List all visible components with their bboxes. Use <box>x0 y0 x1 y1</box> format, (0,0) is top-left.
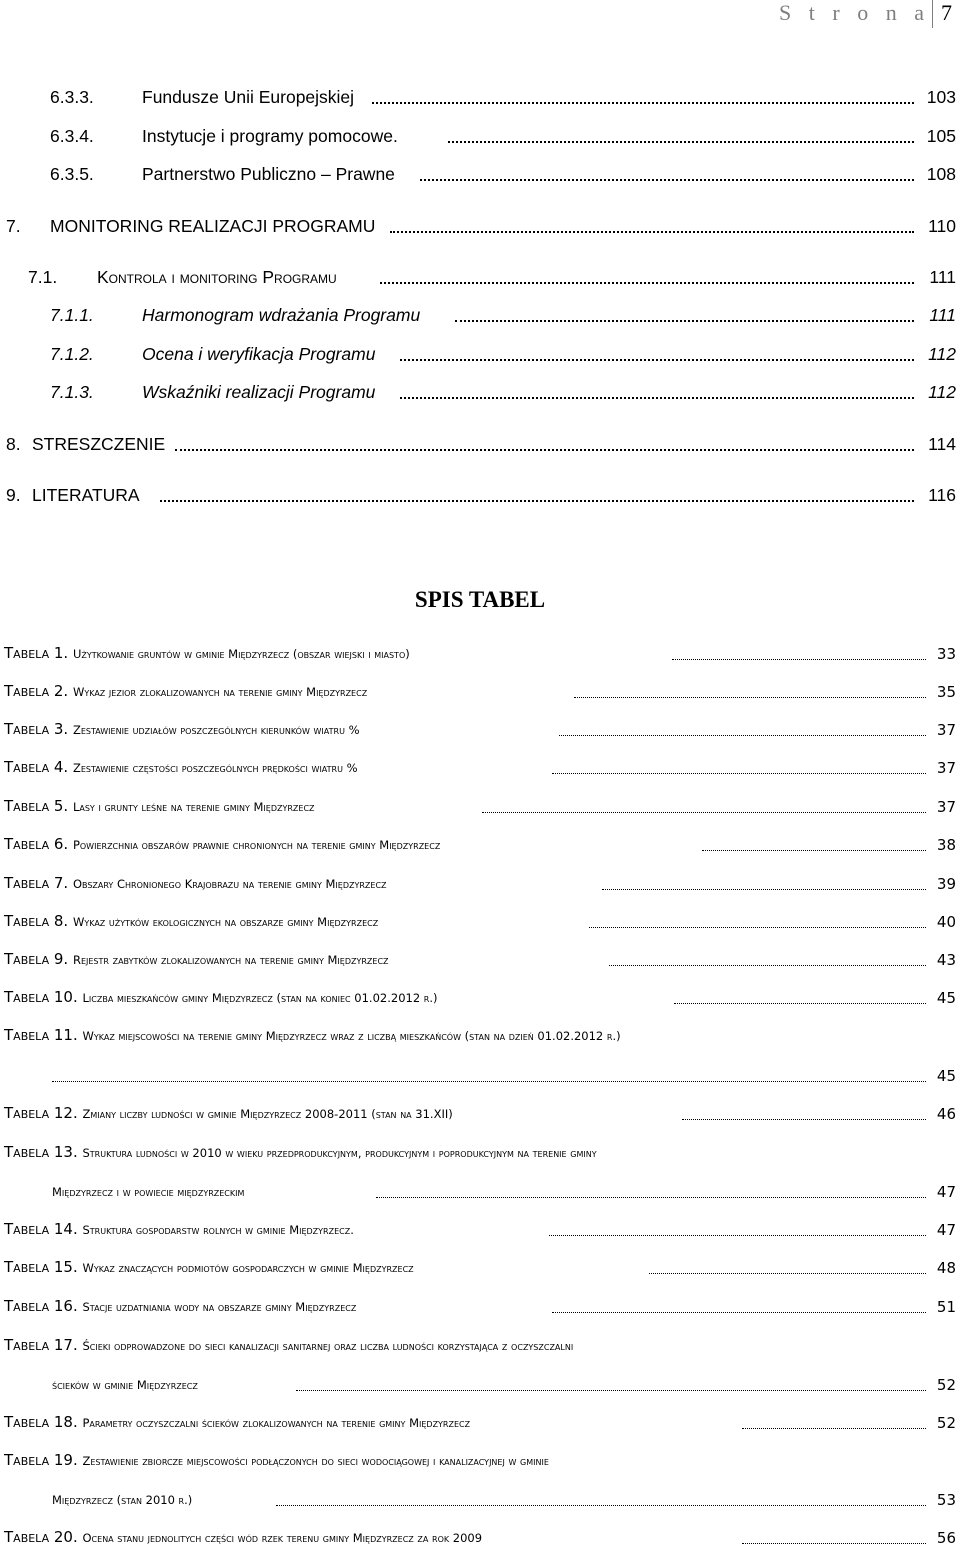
dot-leader <box>376 1197 926 1198</box>
table-entry-text: Tabela 1. Użytkowanie gruntów w gminie Międzyrzecz (obszar wiejski i miasto) <box>4 644 410 662</box>
dot-leader <box>372 102 914 104</box>
dot-leader <box>609 965 926 966</box>
table-entry[interactable] <box>4 718 956 740</box>
table-entry-page: 52 <box>934 1375 956 1395</box>
table-entry-text: Tabela 3. Zestawienie udziałów poszczególnych kierunków wiatru % <box>4 720 360 738</box>
table-entry-text: Tabela 9. Rejestr zabytków zlokalizowanych na terenie gminy Międzyrzecz <box>4 950 389 968</box>
table-entry-text: Tabela 17. Ścieki odprowadzone do sieci kanalizacji sanitarnej oraz liczba ludności korzystająca z oczyszczalni <box>4 1336 574 1354</box>
table-entry-continuation[interactable] <box>4 1180 956 1202</box>
table-entry[interactable] <box>4 1256 956 1278</box>
dot-leader <box>649 1273 926 1274</box>
toc-number: 7.1. <box>28 267 58 287</box>
table-entry[interactable] <box>4 680 956 702</box>
table-entry-continuation[interactable] <box>4 1373 956 1395</box>
table-entry-continuation[interactable] <box>4 1064 956 1086</box>
toc-entry[interactable] <box>0 339 956 365</box>
table-entry[interactable] <box>4 1526 956 1548</box>
toc-page: 114 <box>925 433 956 455</box>
table-entry-page: 48 <box>934 1258 956 1278</box>
toc-page: 112 <box>925 343 956 365</box>
toc-title: STRESZCZENIE <box>32 434 166 454</box>
table-entry-text: Tabela 8. Wykaz użytków ekologicznych na obszarze gminy Międzyrzecz <box>4 912 379 930</box>
table-entry-text: Tabela 13. Struktura ludności w 2010 w wieku przedprodukcyjnym, produkcyjnym i poprodukcyjnym na terenie gminy <box>4 1143 597 1161</box>
table-entry-text: Tabela 7. Obszary Chronionego Krajobrazu na terenie gminy Międzyrzecz <box>4 874 387 892</box>
table-entry-page: 37 <box>934 720 956 740</box>
table-entry-page: 33 <box>934 644 956 664</box>
dot-leader <box>420 179 914 181</box>
dot-leader <box>559 735 926 736</box>
page-number: 7 <box>941 0 952 25</box>
toc-number: 7.1.2. <box>50 344 94 364</box>
table-entry-page: 35 <box>934 682 956 702</box>
dot-leader <box>400 359 914 361</box>
toc-title: Fundusze Unii Europejskiej <box>142 87 355 107</box>
table-entry[interactable] <box>4 986 956 1008</box>
table-entry[interactable] <box>4 1449 956 1471</box>
toc-entry[interactable] <box>0 121 956 147</box>
table-entry-text: Tabela 2. Wykaz jezior zlokalizowanych na terenie gminy Międzyrzecz <box>4 682 368 700</box>
dot-leader <box>574 697 926 698</box>
dot-leader <box>52 1081 926 1082</box>
list-of-tables-heading: SPIS TABEL <box>414 587 546 612</box>
toc-number: 9. <box>6 485 21 505</box>
toc-entry[interactable] <box>0 480 956 506</box>
table-entry-page: 56 <box>934 1528 956 1548</box>
dot-leader <box>602 889 926 890</box>
toc-title: MONITORING REALIZACJI PROGRAMU <box>50 216 376 236</box>
table-entry-text: Tabela 14. Struktura gospodarstw rolnych w gminie Międzyrzecz. <box>4 1220 354 1238</box>
dot-leader <box>549 1235 926 1236</box>
toc-entry[interactable] <box>0 211 956 237</box>
table-entry-continuation[interactable] <box>4 1488 956 1510</box>
dot-leader <box>742 1543 926 1544</box>
toc-entry[interactable] <box>0 377 956 403</box>
dot-leader <box>390 231 914 233</box>
table-entry-page: 39 <box>934 874 956 894</box>
table-entry-text: Tabela 20. Ocena stanu jednolitych części wód rzek terenu gminy Międzyrzecz za rok 2009 <box>4 1528 483 1546</box>
toc-title: Kontrola i monitoring Programu <box>97 267 337 287</box>
toc-page: 116 <box>925 484 956 506</box>
table-entry-page: 51 <box>934 1297 956 1317</box>
toc-entry[interactable] <box>0 262 956 288</box>
table-entry-page: 46 <box>934 1104 956 1124</box>
dot-leader <box>448 141 914 143</box>
table-entry-text: Tabela 10. Liczba mieszkańców gminy Międzyrzecz (stan na koniec 01.02.2012 r.) <box>4 988 438 1006</box>
table-entry[interactable] <box>4 833 956 855</box>
dot-leader <box>400 397 914 399</box>
toc-entry[interactable] <box>0 82 956 108</box>
toc-number: 7. <box>6 216 21 236</box>
table-entry[interactable] <box>4 1024 956 1046</box>
page-label: S t r o n a <box>779 0 930 25</box>
toc-entry[interactable] <box>0 300 956 326</box>
table-entry-page: 37 <box>934 797 956 817</box>
dot-leader <box>682 1119 926 1120</box>
table-entry[interactable] <box>4 1102 956 1124</box>
toc-number: 6.3.4. <box>50 126 94 146</box>
header-divider <box>932 0 933 28</box>
table-entry-page: 45 <box>934 988 956 1008</box>
table-entry-text: Tabela 15. Wykaz znaczących podmiotów gospodarczych w gminie Międzyrzecz <box>4 1258 414 1276</box>
table-entry-page: 38 <box>934 835 956 855</box>
dot-leader <box>175 449 914 451</box>
toc-number: 7.1.1. <box>50 305 94 325</box>
dot-leader <box>296 1390 926 1391</box>
toc-page: 111 <box>926 304 956 326</box>
toc-page: 112 <box>925 381 956 403</box>
table-entry-page: 53 <box>934 1490 956 1510</box>
dot-leader <box>589 927 926 928</box>
toc-title: LITERATURA <box>32 485 140 505</box>
table-entry-text: Międzyrzecz (stan 2010 r.) <box>52 1493 193 1507</box>
table-entry-text: Tabela 12. Zmiany liczby ludności w gminie Międzyrzecz 2008-2011 (stan na 31.XII) <box>4 1104 453 1122</box>
table-entry[interactable] <box>4 1295 956 1317</box>
toc-number: 6.3.3. <box>50 87 94 107</box>
table-entry-text: ścieków w gminie Międzyrzecz <box>52 1378 198 1392</box>
toc-number: 7.1.3. <box>50 382 94 402</box>
toc-title: Wskaźniki realizacji Programu <box>142 382 376 402</box>
table-entry-text: Tabela 6. Powierzchnia obszarów prawnie chronionych na terenie gminy Międzyrzecz <box>4 835 441 853</box>
table-entry-text: Tabela 18. Parametry oczyszczalni ścieków zlokalizowanych na terenie gminy Międzyrzecz <box>4 1413 471 1431</box>
dot-leader <box>482 812 926 813</box>
table-entry-page: 47 <box>934 1182 956 1202</box>
toc-number: 6.3.5. <box>50 164 94 184</box>
toc-title: Ocena i weryfikacja Programu <box>142 344 376 364</box>
table-entry-text: Tabela 5. Lasy i grunty leśne na terenie gminy Międzyrzecz <box>4 797 315 815</box>
table-entry-text: Tabela 16. Stacje uzdatniania wody na obszarze gminy Międzyrzecz <box>4 1297 357 1315</box>
table-entry-text: Tabela 11. Wykaz miejscowości na terenie gminy Międzyrzecz wraz z liczbą mieszkańców (stan na dzień 01.02.2012 r.) <box>4 1026 621 1044</box>
toc-entry[interactable] <box>0 429 956 455</box>
page-header <box>779 0 952 28</box>
table-entry-text: Tabela 4. Zestawienie częstości poszczególnych prędkości wiatru % <box>4 758 358 776</box>
table-entry-page: 52 <box>934 1413 956 1433</box>
dot-leader <box>552 773 926 774</box>
table-entry-text: Międzyrzecz i w powiecie międzyrzeckim <box>52 1185 245 1199</box>
toc-page: 105 <box>924 125 956 147</box>
dot-leader <box>552 1312 926 1313</box>
table-entry[interactable] <box>4 642 956 664</box>
toc-number: 8. <box>6 434 21 454</box>
toc-title: Partnerstwo Publiczno – Prawne <box>142 164 395 184</box>
dot-leader <box>674 1003 926 1004</box>
dot-leader <box>672 659 926 660</box>
table-entry-page: 37 <box>934 758 956 778</box>
table-entry[interactable] <box>4 1141 956 1163</box>
table-entry-page: 40 <box>934 912 956 932</box>
toc-page: 111 <box>926 266 956 288</box>
dot-leader <box>455 320 914 322</box>
toc-entry[interactable] <box>0 159 956 185</box>
dot-leader <box>380 282 914 284</box>
toc-page: 110 <box>925 215 956 237</box>
table-entry[interactable] <box>4 1411 956 1433</box>
toc-title: Harmonogram wdrażania Programu <box>142 305 421 325</box>
table-entry[interactable] <box>4 1218 956 1240</box>
table-entry[interactable] <box>4 1334 956 1356</box>
table-entry-page: 47 <box>934 1220 956 1240</box>
table-entry[interactable] <box>4 872 956 894</box>
table-entry[interactable] <box>4 756 956 778</box>
toc-page: 108 <box>924 163 956 185</box>
table-entry[interactable] <box>4 948 956 970</box>
dot-leader <box>160 500 914 502</box>
dot-leader <box>702 850 926 851</box>
table-entry-page: 43 <box>934 950 956 970</box>
table-entry-text: Tabela 19. Zestawienie zbiorcze miejscowości podłączonych do sieci wodociągowej i kanalizacyjnej w gminie <box>4 1451 549 1469</box>
table-entry[interactable] <box>4 795 956 817</box>
table-entry-page: 45 <box>934 1066 956 1086</box>
toc-page: 103 <box>924 86 956 108</box>
toc-title: Instytucje i programy pomocowe. <box>142 126 398 146</box>
dot-leader <box>276 1505 926 1506</box>
dot-leader <box>742 1428 926 1429</box>
table-entry[interactable] <box>4 910 956 932</box>
